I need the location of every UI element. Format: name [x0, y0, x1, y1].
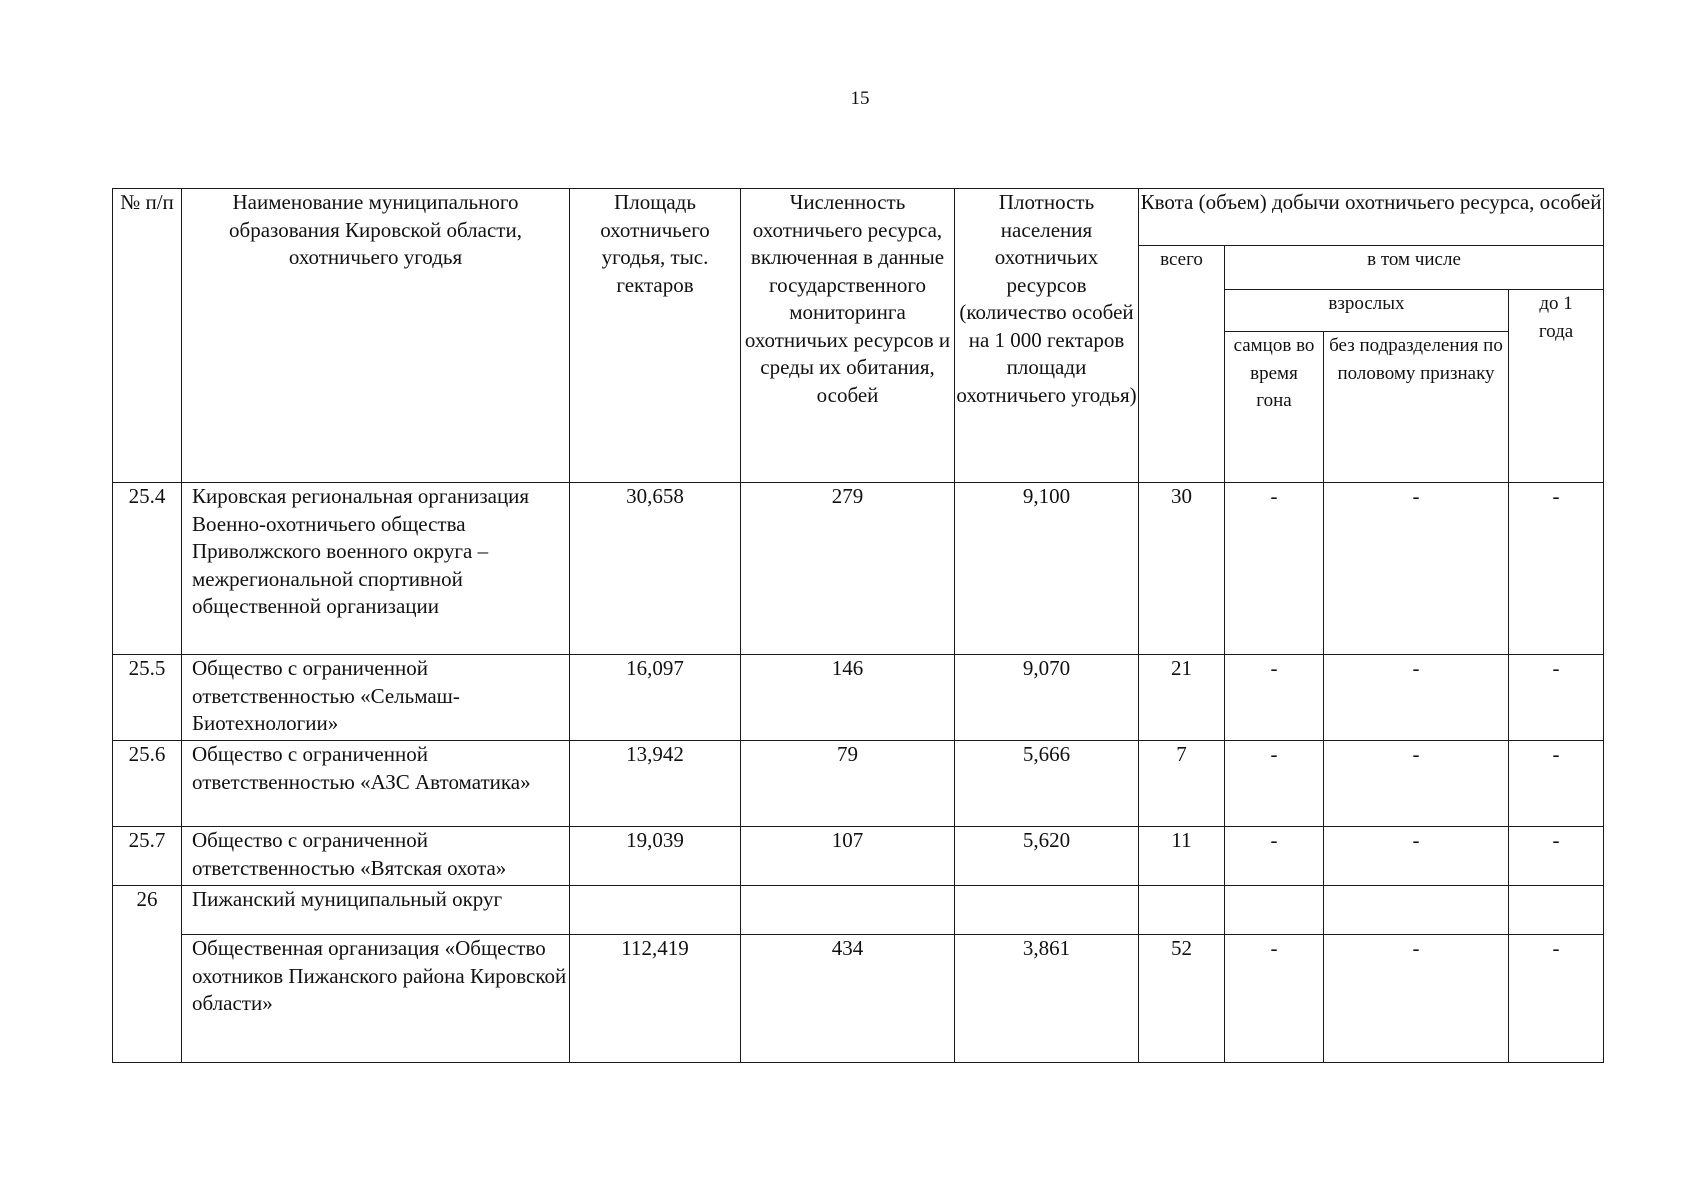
table-row [113, 935, 1604, 1063]
page-number: 15 [850, 88, 870, 109]
row-total: 30 [1139, 483, 1225, 655]
row-count: 79 [741, 741, 955, 827]
header-males-rut: самцов во время гона [1225, 332, 1324, 483]
row-young: - [1509, 827, 1604, 886]
row-count: 434 [741, 935, 955, 1063]
table-row [113, 741, 1604, 827]
row-nodiv: - [1324, 935, 1509, 1063]
table-row [113, 886, 1604, 935]
row-nodiv [1324, 886, 1509, 935]
row-total: 52 [1139, 935, 1225, 1063]
header-total: всего [1139, 246, 1225, 483]
header-adults: взрослых [1225, 290, 1509, 332]
row-num: 25.7 [113, 827, 182, 886]
table-row [113, 827, 1604, 886]
row-area: 19,039 [570, 827, 741, 886]
header-area: Площадь охотничьего угодья, тыс. гектаров [570, 189, 741, 483]
row-nodiv: - [1324, 655, 1509, 741]
row-young: - [1509, 655, 1604, 741]
row-name: Общественная организация «Общество охотников Пижанского района Кировской области» [182, 935, 570, 1063]
row-nodiv: - [1324, 741, 1509, 827]
row-young [1509, 886, 1604, 935]
row-num: 25.4 [113, 483, 182, 655]
row-count [741, 886, 955, 935]
row-nodiv: - [1324, 827, 1509, 886]
row-density: 5,620 [955, 827, 1139, 886]
row-males: - [1225, 741, 1324, 827]
row-area: 112,419 [570, 935, 741, 1063]
row-total [1139, 886, 1225, 935]
header-under-one: до 1 года [1509, 290, 1604, 483]
header-num: № п/п [113, 189, 182, 483]
table-row [113, 655, 1604, 741]
row-density: 3,861 [955, 935, 1139, 1063]
row-males: - [1225, 655, 1324, 741]
row-count: 107 [741, 827, 955, 886]
row-num: 25.6 [113, 741, 182, 827]
header-quota: Квота (объем) добычи охотничьего ресурса, особей [1139, 189, 1604, 246]
header-including: в том числе [1225, 246, 1604, 290]
header-no-sex-division: без подразделения по половому признаку [1324, 332, 1509, 483]
row-density: 5,666 [955, 741, 1139, 827]
row-num: 26 [113, 886, 182, 935]
table-header [113, 189, 1604, 483]
row-area: 13,942 [570, 741, 741, 827]
header-count: Численность охотничьего ресурса, включенная в данные государственного мониторинга охотничьих ресурсов и среды их обитания, особей [741, 189, 955, 483]
row-density: 9,070 [955, 655, 1139, 741]
row-area: 16,097 [570, 655, 741, 741]
row-total: 11 [1139, 827, 1225, 886]
row-density: 9,100 [955, 483, 1139, 655]
row-density [955, 886, 1139, 935]
row-num: 25.5 [113, 655, 182, 741]
row-males [1225, 886, 1324, 935]
row-num [113, 935, 182, 1063]
row-count: 146 [741, 655, 955, 741]
row-count: 279 [741, 483, 955, 655]
row-males: - [1225, 483, 1324, 655]
row-name: Общество с ограниченной ответственностью «Вятская охота» [182, 827, 570, 886]
row-young: - [1509, 935, 1604, 1063]
header-name: Наименование муниципального образования Кировской области, охотничьего угодья [182, 189, 570, 483]
row-total: 21 [1139, 655, 1225, 741]
table-row [113, 483, 1604, 655]
row-males: - [1225, 935, 1324, 1063]
header-density: Плотность населения охотничьих ресурсов (количество особей на 1 000 гектаров площади охотничьего угодья) [955, 189, 1139, 483]
row-young: - [1509, 483, 1604, 655]
row-total: 7 [1139, 741, 1225, 827]
row-area: 30,658 [570, 483, 741, 655]
row-name: Кировская региональная организация Военно-охотничьего общества Приволжского военного округа – межрегиональной спортивной общественной организации [182, 483, 570, 655]
row-area [570, 886, 741, 935]
row-young: - [1509, 741, 1604, 827]
row-name: Общество с ограниченной ответственностью «АЗС Автоматика» [182, 741, 570, 827]
row-name: Общество с ограниченной ответственностью «Сельмаш-Биотехнологии» [182, 655, 570, 741]
row-nodiv: - [1324, 483, 1509, 655]
row-name: Пижанский муниципальный округ [182, 886, 570, 935]
quota-table [112, 188, 1604, 1063]
row-males: - [1225, 827, 1324, 886]
